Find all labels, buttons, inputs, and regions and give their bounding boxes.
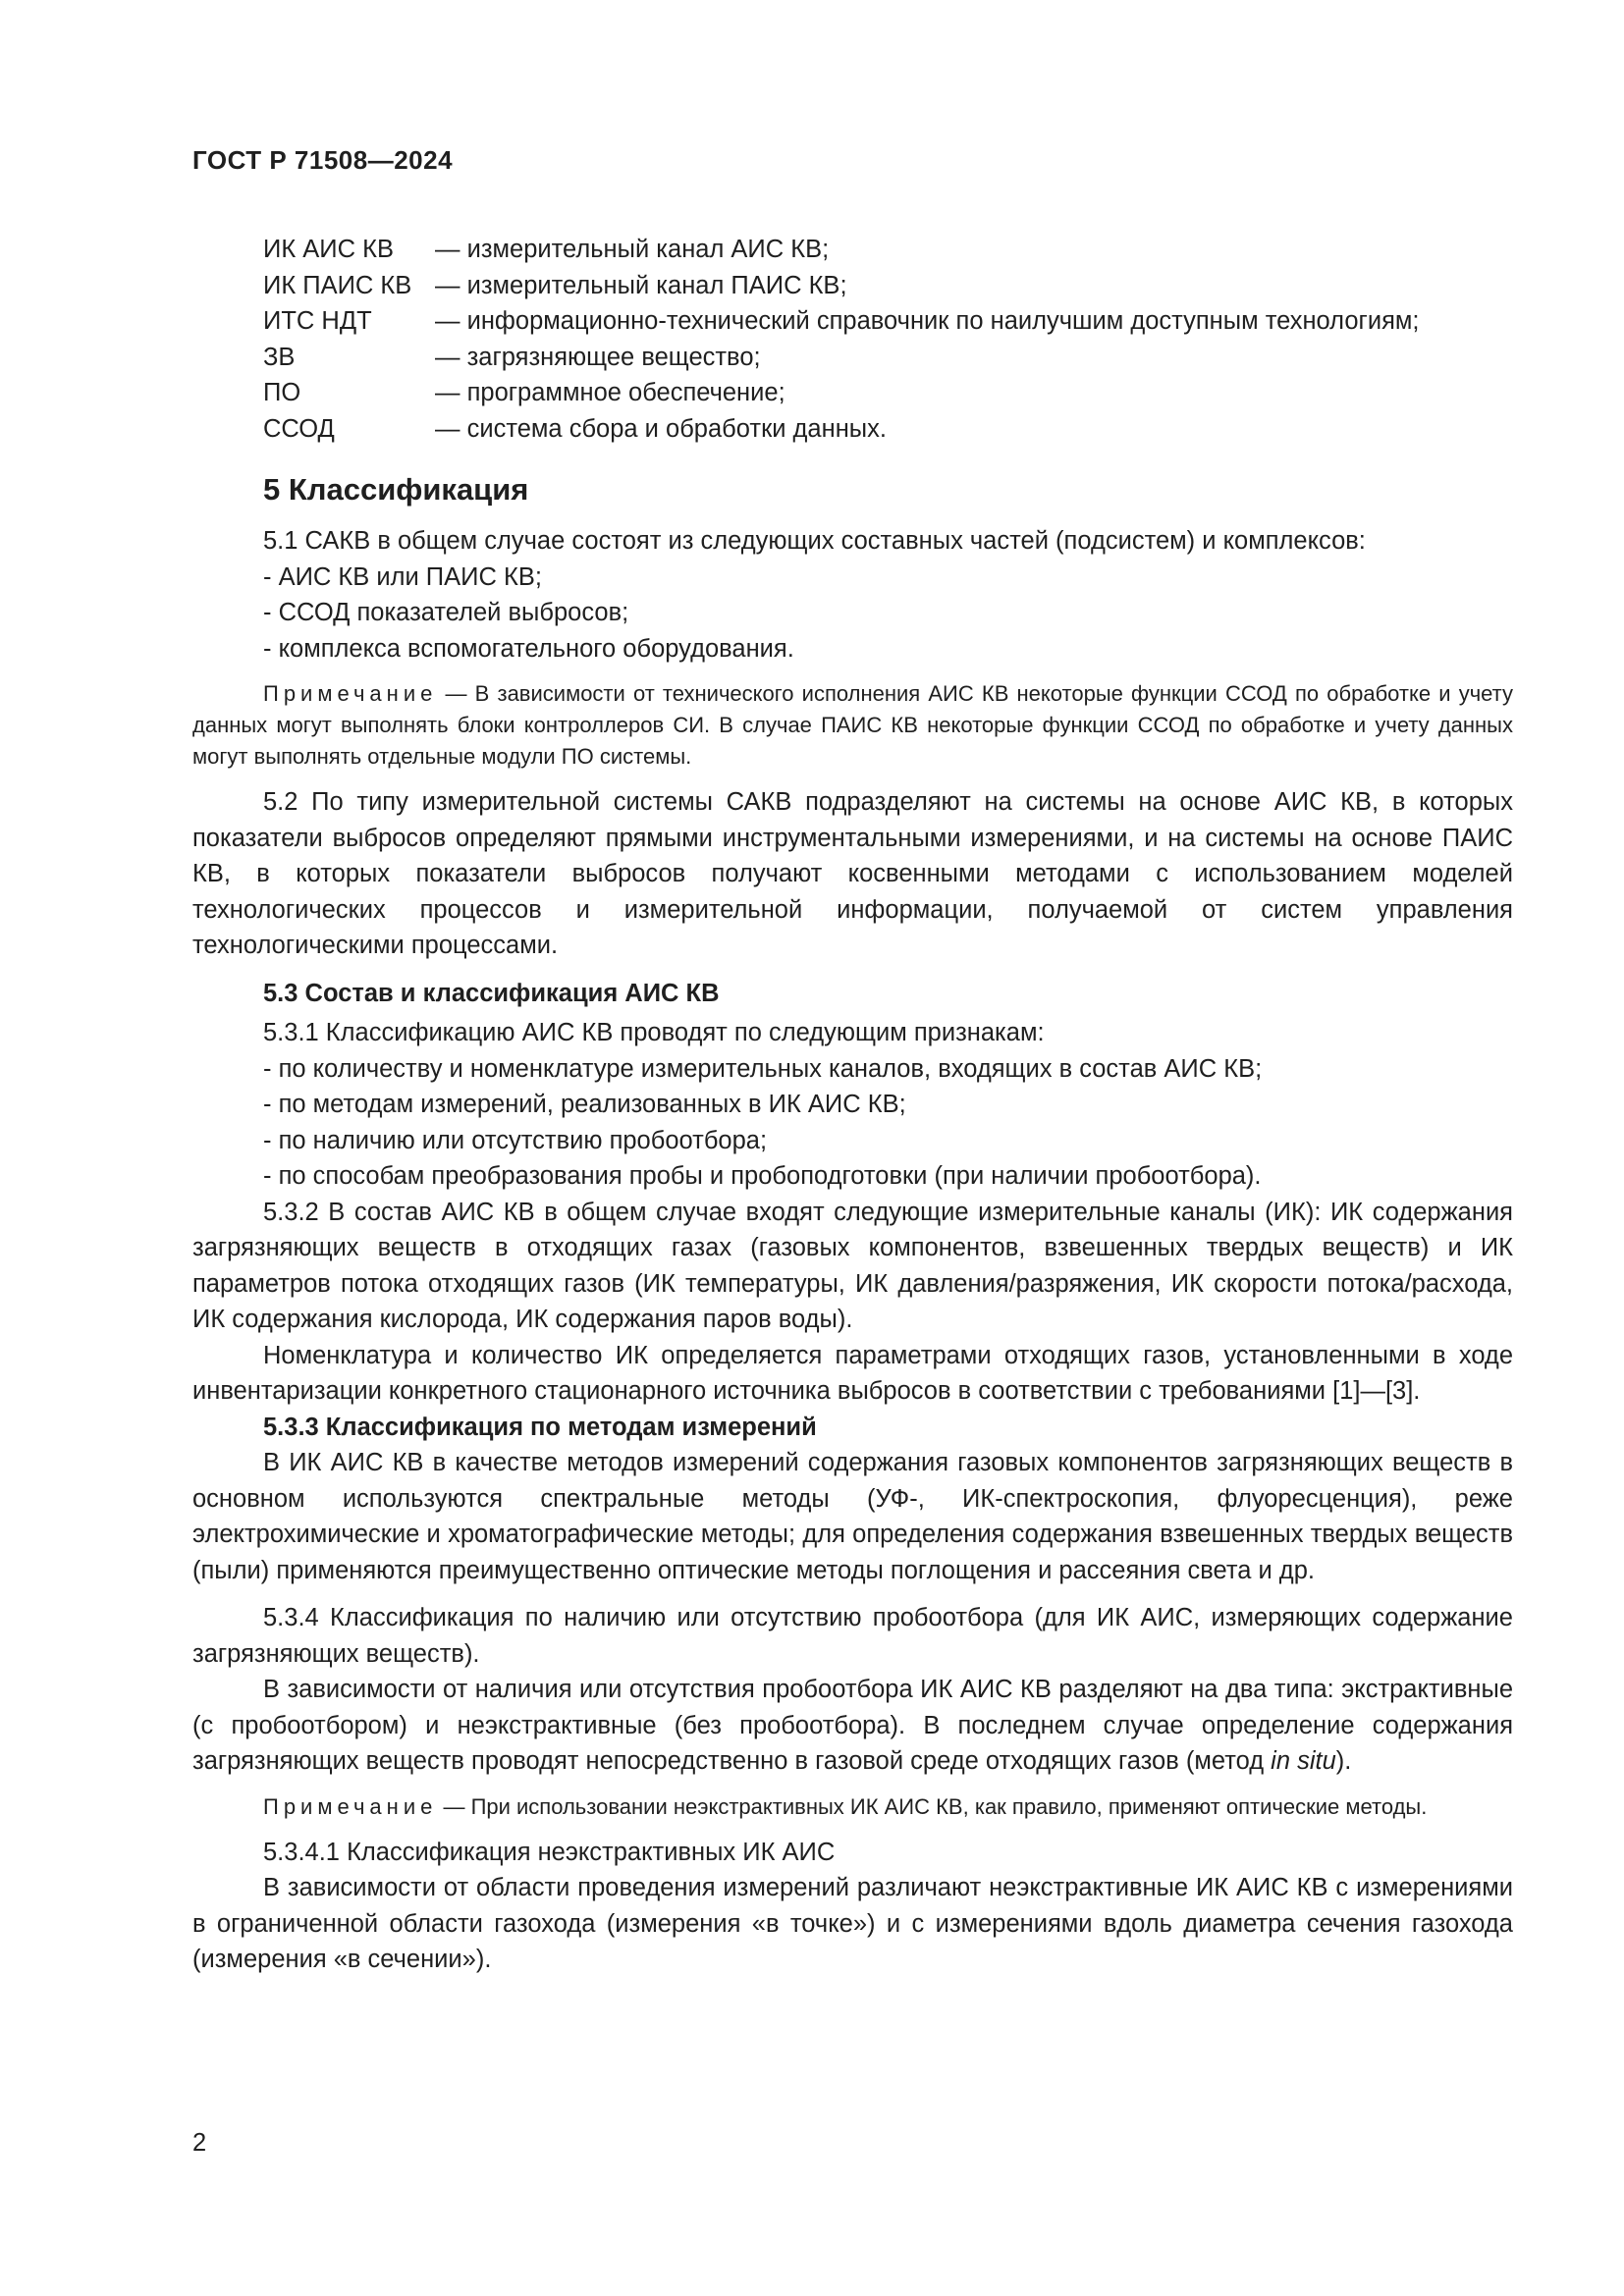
clause-5-2: 5.2 По типу измерительной системы САКВ подразделяют на системы на основе АИС КВ, в которых показатели выбросов определяют прямыми инструментальными измерениями, и на системы на основе ПАИС КВ, в которых показатели выбросов получают косвенными методами с использованием моделей технологических процессов и измерительной информации, получаемой от систем управления технологическими процессами. bbox=[192, 788, 1513, 959]
abbreviation-definition: — программное обеспечение; bbox=[435, 379, 785, 406]
paragraph: Номенклатура и количество ИК определяется параметрами отходящих газов, установленными в ходе инвентаризации конкретного стационарного источника выбросов в соответствии с требованиями [1]—[3]. bbox=[192, 1341, 1513, 1405]
note bbox=[192, 678, 1513, 773]
document-header: ГОСТ Р 71508—2024 bbox=[192, 145, 454, 175]
section-heading: 5 Классификация bbox=[263, 472, 529, 507]
clause-5-3-2: 5.3.2 В состав АИС КВ в общем случае входят следующие измерительные каналы (ИК): ИК содержания загрязняющих веществ в отходящих газах (газовых компонентов, взвешенных твердых веществ) и ИК параметров потока отходящих газов (ИК температуры, ИК давления/разряжения, ИК скорости потока/расхода, ИК содержания кислорода, ИК содержания паров воды). bbox=[192, 1198, 1513, 1333]
abbreviation-term: ПО bbox=[263, 379, 301, 406]
abbreviation-definition: — измерительный канал АИС КВ; bbox=[435, 236, 830, 263]
paragraph bbox=[192, 1672, 1513, 1780]
clause-5-3-4: 5.3.4 Классификация по наличию или отсутствию пробоотбора (для ИК АИС, измеряющих содержание загрязняющих веществ). bbox=[192, 1604, 1513, 1668]
abbreviation-term: ИК ПАИС КВ bbox=[263, 271, 412, 299]
note bbox=[192, 1791, 1513, 1823]
abbreviation-term: ССОД bbox=[263, 414, 335, 443]
abbreviation-row bbox=[263, 375, 1513, 411]
page-number: 2 bbox=[192, 2129, 207, 2157]
subsection-heading: 5.3 Состав и классификация АИС КВ bbox=[263, 979, 720, 1007]
abbreviation-definition: — измерительный канал ПАИС КВ; bbox=[435, 271, 847, 299]
list-item: - по наличию или отсутствию пробоотбора; bbox=[263, 1126, 768, 1154]
abbreviation-definition: — загрязняющее вещество; bbox=[435, 343, 761, 371]
list-item: - комплекса вспомогательного оборудования. bbox=[263, 634, 794, 663]
abbreviation-row bbox=[263, 268, 1513, 304]
note-label: Примечание bbox=[263, 1793, 438, 1819]
page-content bbox=[192, 232, 1513, 1978]
list-item: - по методам измерений, реализованных в ИК АИС КВ; bbox=[263, 1091, 906, 1118]
italic-term: in situ bbox=[1271, 1747, 1336, 1775]
clause-5-1: 5.1 САКВ в общем случае состоят из следующих составных частей (подсистем) и комплексов: bbox=[263, 527, 1366, 555]
list-item: - АИС КВ или ПАИС КВ; bbox=[263, 562, 542, 591]
abbreviation-definition: — информационно-технический справочник по наилучшим доступным технологиям; bbox=[435, 307, 1420, 335]
abbreviation-list bbox=[263, 232, 1513, 447]
clause-5-3-1: 5.3.1 Классификацию АИС КВ проводят по следующим признакам: bbox=[263, 1019, 1045, 1046]
abbreviation-term: ЗВ bbox=[263, 343, 296, 371]
clause-5-3-4-1: 5.3.4.1 Классификация неэкстрактивных ИК АИС bbox=[263, 1838, 836, 1866]
note-label: Примечание bbox=[263, 681, 438, 706]
list-item: - по способам преобразования пробы и пробоподготовки (при наличии пробоотбора). bbox=[263, 1162, 1262, 1190]
abbreviation-row bbox=[263, 232, 1513, 268]
note-text: — В зависимости от технического исполнения АИС КВ некоторые функции ССОД по обработке и учету данных могут выполнять блоки контроллеров СИ. В случае ПАИС КВ некоторые функции ССОД по обработке и учету данных могут выполнять отдельные модули ПО системы. bbox=[192, 681, 1513, 769]
clause-heading: 5.3.3 Классификация по методам измерений bbox=[263, 1413, 817, 1441]
paragraph-text-end: ). bbox=[1335, 1747, 1352, 1775]
abbreviation-row bbox=[263, 303, 1513, 340]
abbreviation-term: ИК АИС КВ bbox=[263, 236, 394, 263]
abbreviation-term: ИТС НДТ bbox=[263, 307, 372, 335]
abbreviation-row bbox=[263, 340, 1513, 376]
list-item: - по количеству и номенклатуре измерительных каналов, входящих в состав АИС КВ; bbox=[263, 1054, 1263, 1083]
paragraph: В ИК АИС КВ в качестве методов измерений содержания газовых компонентов загрязняющих веществ в основном используются спектральные методы (УФ-, ИК-спектроскопия, флуоресценция), реже электрохимические и хроматографические методы; для определения содержания взвешенных твердых веществ (пыли) применяются преимущественно оптические методы поглощения и рассеяния света и др. bbox=[192, 1449, 1513, 1584]
list-item: - ССОД показателей выбросов; bbox=[263, 599, 629, 626]
paragraph: В зависимости от области проведения измерений различают неэкстрактивные ИК АИС КВ с измерениями в ограниченной области газохода (измерения «в точке») и с измерениями вдоль диаметра сечения газохода (измерения «в сечении»). bbox=[192, 1874, 1513, 1973]
note-text: — При использовании неэкстрактивных ИК АИС КВ, как правило, применяют оптические методы. bbox=[437, 1793, 1428, 1819]
abbreviation-row bbox=[263, 411, 1513, 448]
abbreviation-definition: — система сбора и обработки данных. bbox=[435, 414, 887, 443]
paragraph-text: В зависимости от наличия или отсутствия пробоотбора ИК АИС КВ разделяют на два типа: экстрактивные (с пробоотбором) и неэкстрактивные (без пробоотбора). В последнем случае определение содержания загрязняющих веществ проводят непосредственно в газовой среде отходящих газов (метод bbox=[192, 1676, 1513, 1775]
